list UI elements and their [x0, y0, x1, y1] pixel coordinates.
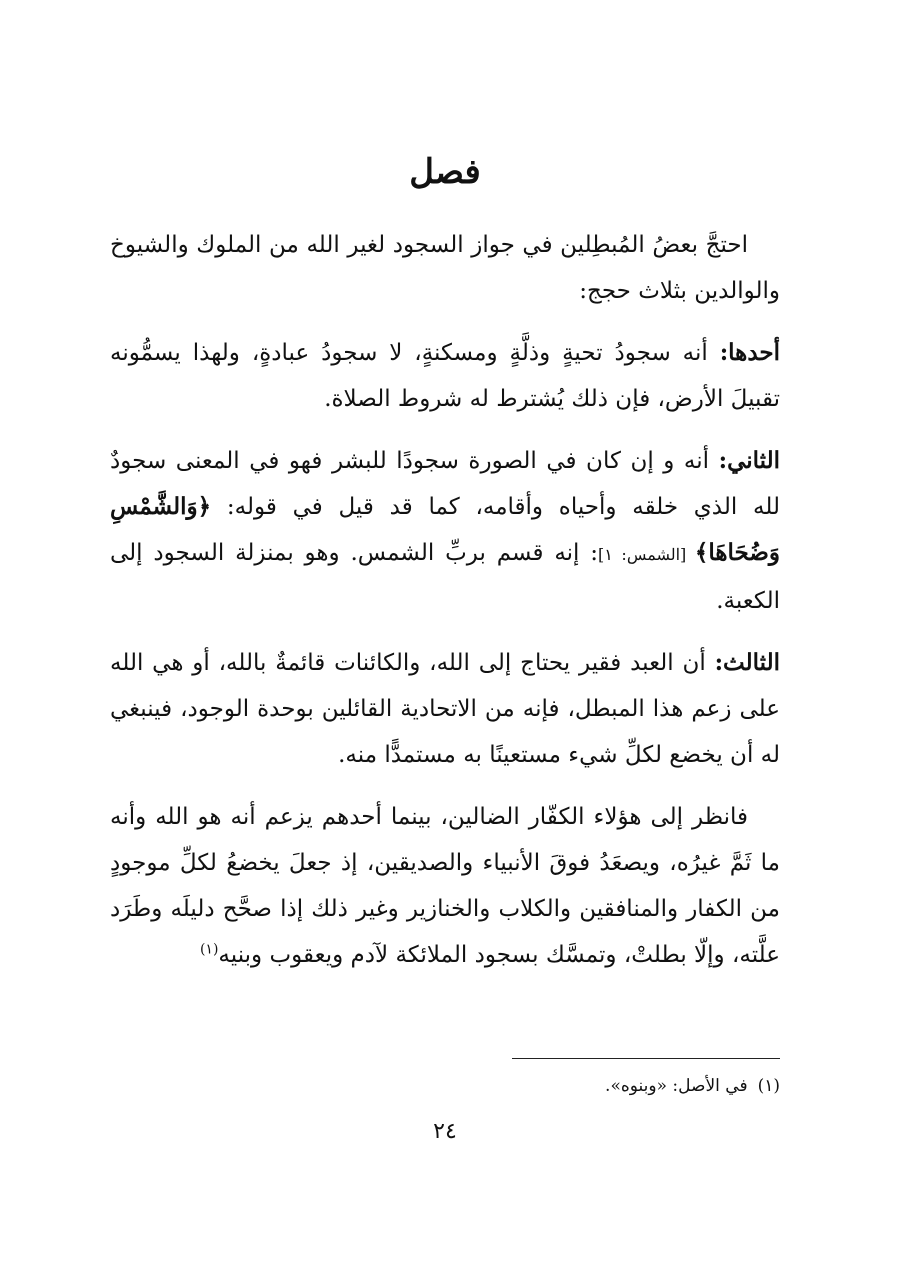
second-argument-text-a: أنه و إن كان في الصورة سجودًا للبشر فهو في المعنى سجودٌ لله الذي خلقه وأحياه وأقامه، كما قد قيل في قوله: [110, 448, 780, 520]
third-argument-text: أن العبد فقير يحتاج إلى الله، والكائنات قائمةٌ بالله، أو هي الله على زعم هذا المبطل، فإنه من الاتحادية القائلين بوحدة الوجود، فينبغي له أن يخضع لكلِّ شيء مستعينًا به مستمدًّا منه. [110, 650, 780, 768]
section-title: فصل [409, 152, 481, 192]
paragraph-intro [110, 222, 780, 314]
second-argument-lead: الثاني: [718, 447, 780, 474]
refutation-text: فانظر إلى هؤلاء الكفّار الضالين، بينما أحدهم يزعم أنه هو الله وأنه ما ثَمَّ غيرُه، ويصعَدُ فوقَ الأنبياء والصديقين، إذ جعلَ يخضعُ لكلِّ موجودٍ من الكفار والمنافقين والكلاب والخنازير وغير ذلك إذا صحَّح دليلَه وطَرَد علَّته، وإلّا بطلتْ، وتمسَّك بسجود الملائكة لآدم ويعقوب وبنيه [110, 804, 780, 968]
document-page [110, 0, 780, 1271]
page-number: ٢٤ [433, 1119, 457, 1144]
quran-verse: ﴿وَالشَّمْسِ وَضُحَاهَا﴾ [110, 493, 780, 566]
paragraph-second-argument [110, 438, 780, 624]
paragraph-first-argument [110, 330, 780, 422]
footnote-text: في الأصل: «وبنوه». [605, 1076, 748, 1096]
third-argument-lead: الثالث: [714, 649, 780, 676]
footnote-number: (١) [757, 1076, 780, 1096]
main-text [110, 222, 780, 994]
footnote [110, 1072, 780, 1100]
first-argument-text: أنه سجودُ تحيةٍ وذلَّةٍ ومسكنةٍ، لا سجودُ عبادةٍ، ولهذا يسمُّونه تقبيلَ الأرض، فإن ذلك يُشترط له شروط الصلاة. [110, 340, 780, 412]
paragraph-refutation [110, 794, 780, 978]
footnote-separator [512, 1058, 780, 1059]
intro-text: احتجَّ بعضُ المُبطِلين في جواز السجود لغير الله من الملوك والشيوخ والوالدين بثلاث حجج: [110, 232, 780, 304]
first-argument-lead: أحدها: [719, 339, 780, 366]
paragraph-third-argument [110, 640, 780, 778]
second-argument-text-b: : إنه قسم بربِّ الشمس. وهو بمنزلة السجود إلى الكعبة. [110, 540, 780, 614]
footnote-reference[interactable]: (١) [199, 941, 219, 958]
verse-citation: [الشمس: ١] [598, 545, 695, 564]
